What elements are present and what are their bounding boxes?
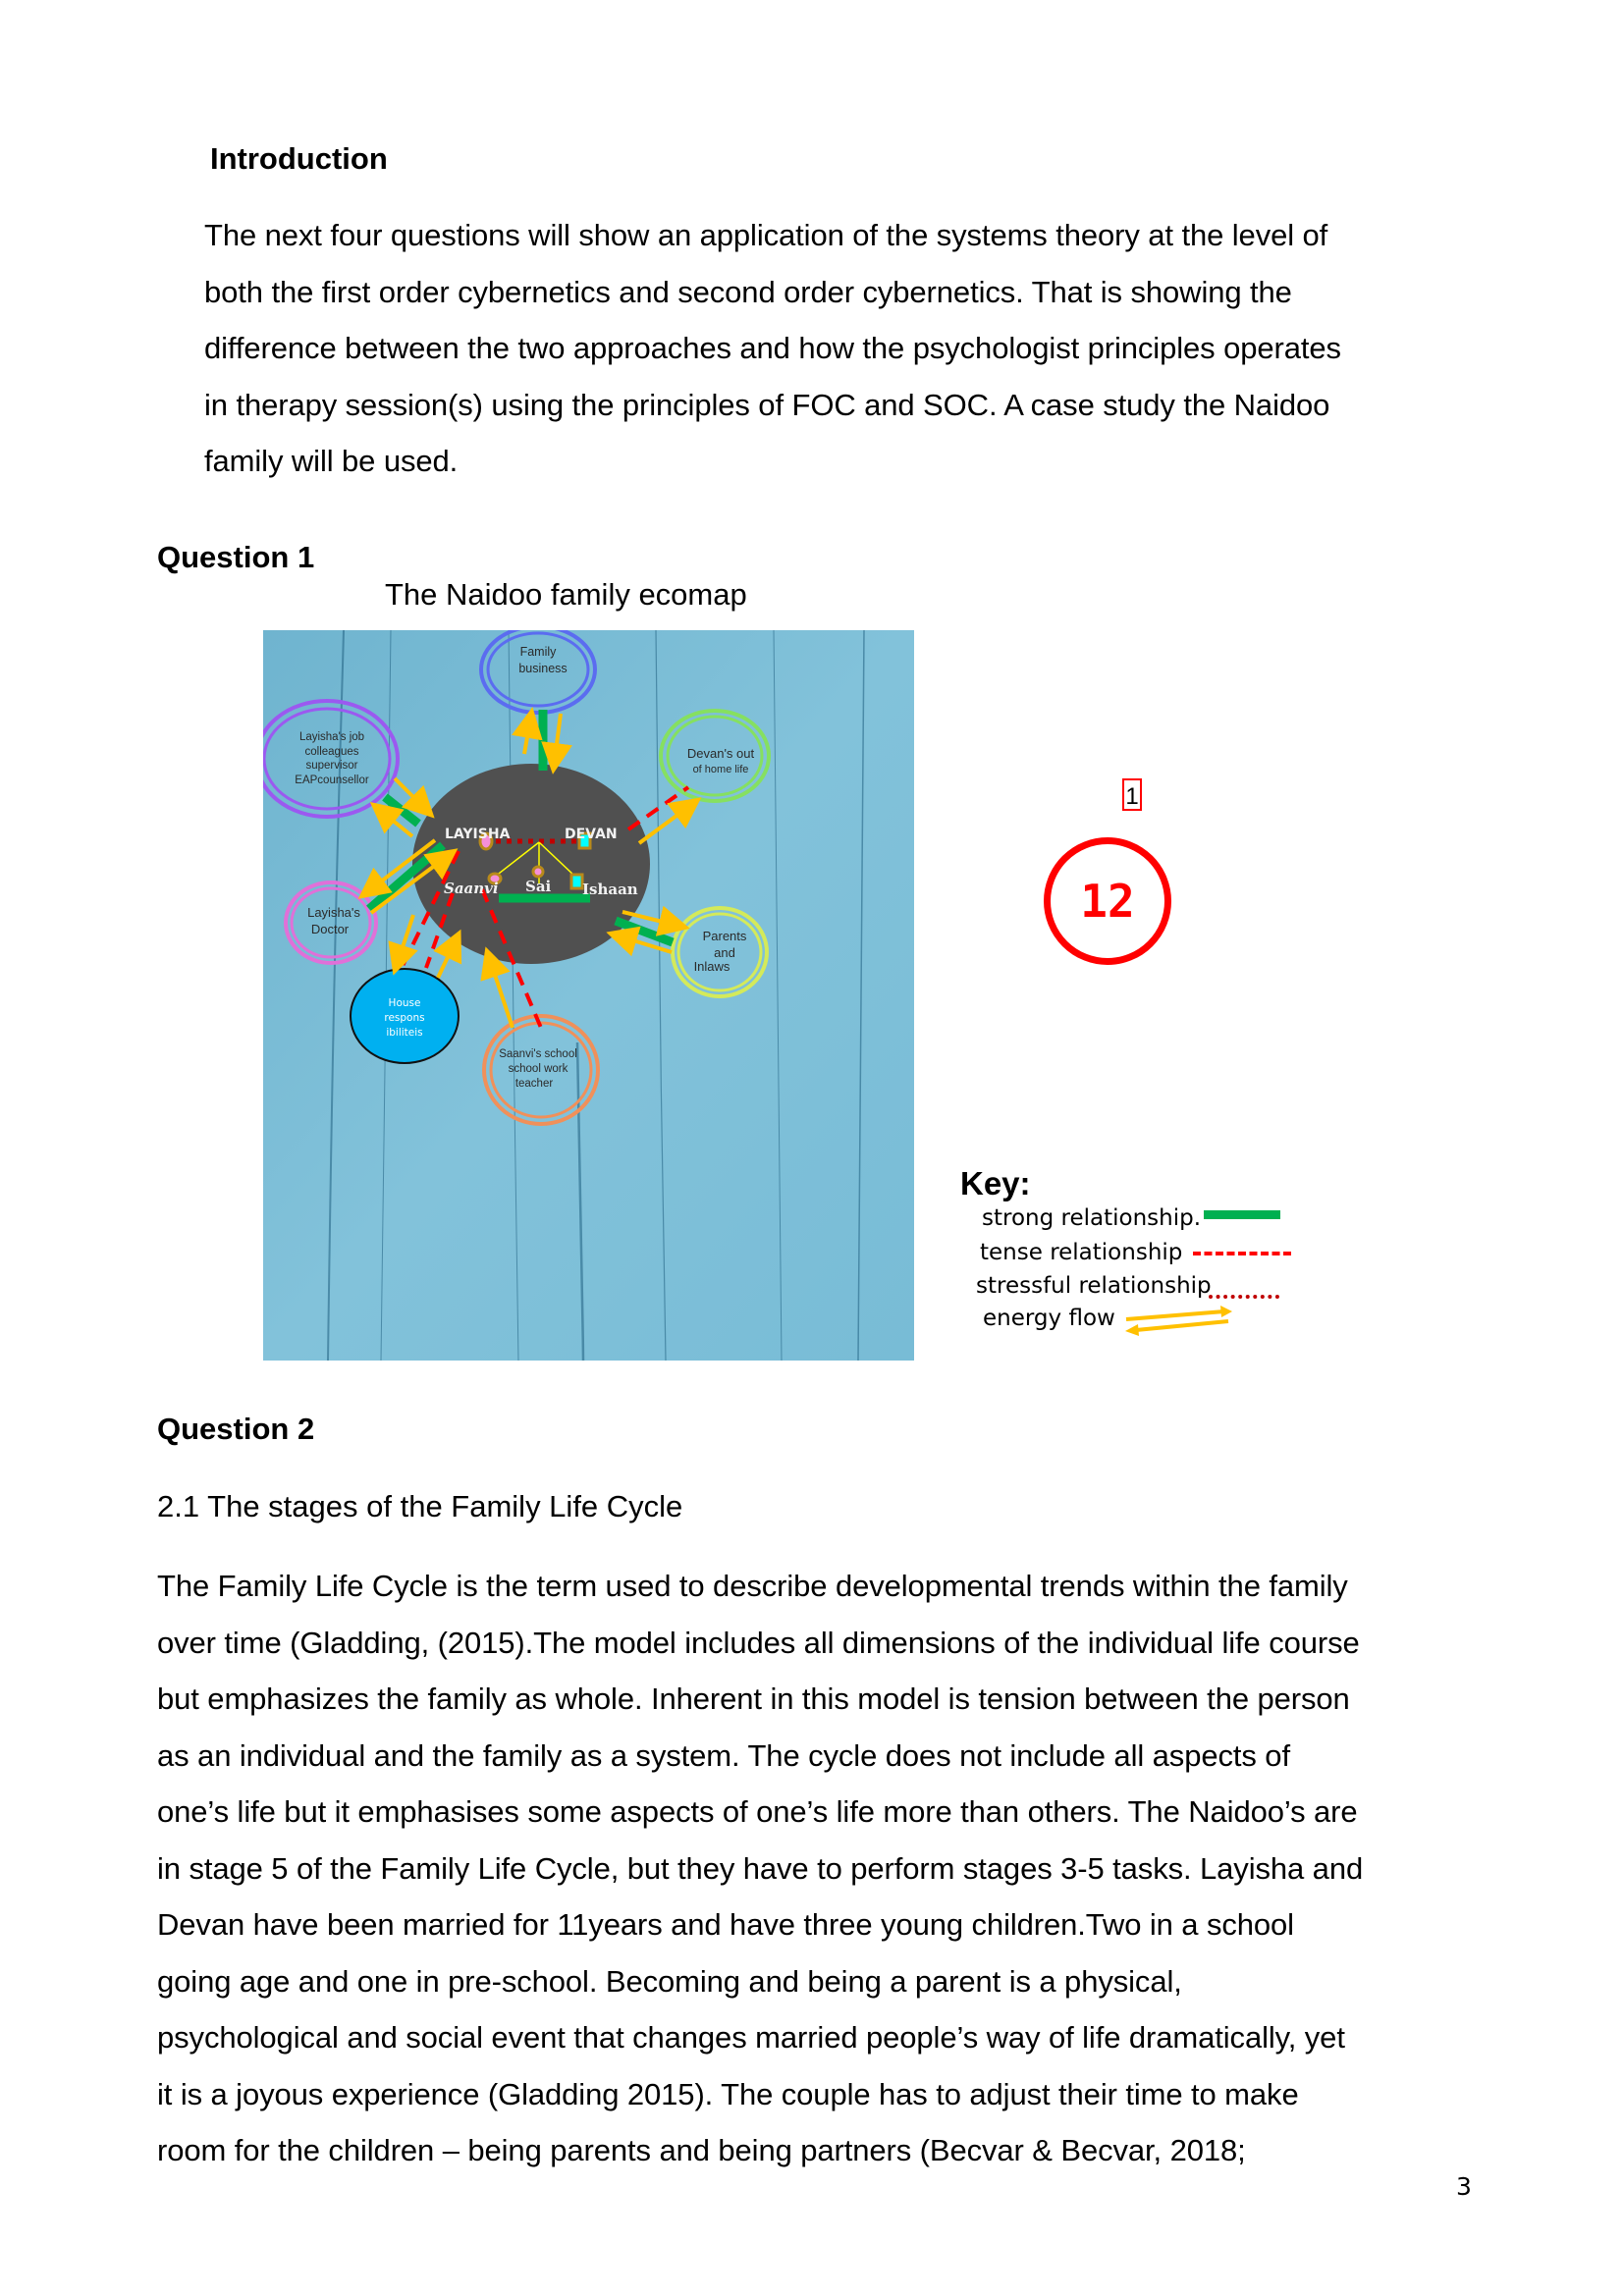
system-label: House: [388, 997, 421, 1009]
question-1-heading: Question 1: [157, 540, 315, 574]
text-line: but emphasizes the family as whole. Inherent in this model is tension between the person: [157, 1682, 1350, 1716]
ishaan-male-symbol: [571, 875, 582, 888]
score-badge: 12: [1044, 837, 1171, 965]
system-label: ibiliteis: [386, 1027, 423, 1039]
sai-symbol: [533, 867, 543, 877]
question-2-subheading: 2.1 The stages of the Family Life Cycle: [157, 1489, 683, 1523]
text-line: as an individual and the family as a system. The cycle does not include all aspects of: [157, 1737, 1290, 1773]
key-item-strong: [982, 1205, 1201, 1231]
text-line: The Family Life Cycle is the term used to describe developmental trends within the family: [157, 1569, 1348, 1603]
system-label: Layisha's: [307, 905, 360, 920]
text-line: room for the children – being parents and being partners (Becvar & Becvar, 2018;: [157, 2133, 1246, 2167]
system-label: colleagues: [304, 746, 359, 758]
system-label: Family: [519, 645, 557, 659]
text-line: over time (Gladding, (2015).The model includes all dimensions of the individual life course: [157, 1625, 1360, 1660]
strong-line-swatch: [1204, 1210, 1280, 1219]
question-2-heading: Question 2: [157, 1412, 315, 1446]
system-label: and: [714, 945, 735, 960]
system-label: EAPcounsellor: [295, 774, 369, 786]
ecomap-caption: The Naidoo family ecomap: [385, 577, 747, 612]
question-2-paragraph: [157, 1558, 1492, 2179]
intro-heading: Introduction: [210, 141, 388, 176]
member-label: Saanvi: [444, 880, 499, 897]
system-label: teacher: [514, 1078, 554, 1090]
key-label: strong relationship.: [982, 1205, 1202, 1231]
text-line: psychological and social event that changes married people’s way of life dramatically, yet: [157, 2020, 1345, 2055]
text-line: it is a joyous experience (Gladding 2015). The couple has to adjust their time to make: [157, 2076, 1299, 2111]
system-label: Saanvi's school: [499, 1048, 577, 1060]
system-label: of home life: [692, 764, 749, 775]
text-line: going age and one in pre-school. Becoming and being a parent is a physical,: [157, 1963, 1182, 1999]
tense-line-swatch: [1193, 1252, 1291, 1255]
member-label: DEVAN: [565, 827, 618, 842]
page-number: 3: [1456, 2172, 1472, 2201]
system-label: Layisha's job: [298, 731, 365, 743]
system-label: Inlaws: [693, 959, 730, 974]
system-label: business: [518, 662, 568, 675]
intro-paragraph: [204, 207, 1481, 490]
text-line: Devan have been married for 11years and have three young children.Two in a school: [157, 1907, 1294, 1942]
text-line: in stage 5 of the Family Life Cycle, but they have to perform stages 3-5 tasks. Layisha and: [157, 1850, 1364, 1886]
key-label: energy flow: [983, 1306, 1115, 1331]
system-label: Doctor: [310, 922, 350, 936]
system-label: Parents: [702, 929, 747, 943]
text-line: family will be used.: [204, 444, 459, 478]
key-item-stressful: [976, 1273, 1212, 1299]
system-label: supervisor: [305, 760, 358, 772]
system-label: respons: [384, 1012, 425, 1024]
ecomap-diagram: [263, 630, 914, 1361]
text-line: The next four questions will show an application of the systems theory at the level of: [204, 218, 1328, 252]
key-item-tense: [980, 1240, 1182, 1265]
key-title: Key:: [960, 1165, 1031, 1201]
member-label: LAYISHA: [445, 827, 511, 842]
ecomap-key: [957, 1161, 1311, 1338]
key-item-energy: [983, 1306, 1115, 1331]
text-line: one’s life but it emphasises some aspects of one’s life more than others. The Naidoo’s are: [157, 1794, 1358, 1829]
key-label: tense relationship: [980, 1240, 1183, 1265]
system-label: school work: [508, 1063, 568, 1075]
key-label: stressful relationship: [976, 1273, 1212, 1299]
text-line: in therapy session(s) using the principles of FOC and SOC. A case study the Naidoo: [204, 387, 1330, 422]
member-label: Ishaan: [582, 881, 638, 898]
energy-flow-swatch: [1122, 1299, 1235, 1338]
member-label: Sai: [525, 878, 552, 895]
ecomap-figure: [263, 630, 914, 1361]
text-line: difference between the two approaches and how the psychologist principles operates: [204, 331, 1341, 365]
system-label: Devan's out: [686, 746, 755, 761]
reference-box: 1: [1122, 778, 1142, 811]
text-line: both the first order cybernetics and second order cybernetics. That is showing the: [204, 274, 1292, 309]
